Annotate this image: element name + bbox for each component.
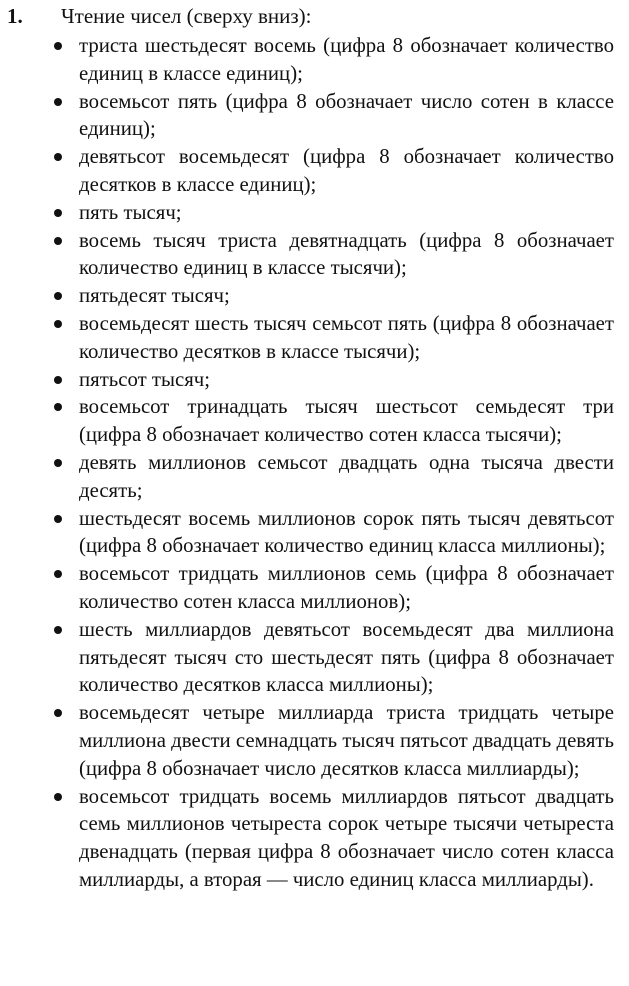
list-item (0, 783, 629, 894)
answer-list (0, 32, 629, 894)
bullet-icon (51, 560, 65, 587)
list-item (0, 227, 629, 283)
list-item (0, 393, 629, 449)
list-item-text: восемьсот пять (цифра 8 обозначает число сотен в классе единиц); (79, 89, 614, 141)
bullet-icon (51, 449, 65, 476)
list-item-text: пятьдесят тысяч; (79, 284, 230, 308)
list-item (0, 366, 629, 394)
list-item-text: пять тысяч; (79, 200, 182, 224)
bullet-icon (51, 227, 65, 254)
list-item (0, 616, 629, 699)
list-item-text: шесть миллиардов девятьсот восемьдесят два миллиона пятьдесят тысяч сто шестьдесят пять (цифра 8 обозначает количество десятков класса миллионы); (79, 617, 614, 697)
bullet-icon (51, 310, 65, 337)
bullet-icon (51, 393, 65, 420)
bullet-icon (51, 143, 65, 170)
list-item (0, 699, 629, 782)
task-title: Чтение чисел (сверху вниз): (61, 4, 312, 28)
list-item-text: восемьдесят четыре миллиарда триста тридцать четыре миллиона двести семнадцать тысяч пятьсот двадцать девять (цифра 8 обозначает число десятков класса миллиарды); (79, 701, 614, 780)
list-item-text: шестьдесят восемь миллионов сорок пять тысяч девятьсот (цифра 8 обозначает количество единиц класса миллионы); (79, 506, 614, 558)
list-item (0, 282, 629, 310)
bullet-icon (51, 199, 65, 226)
bullet-icon (51, 616, 65, 643)
bullet-icon (51, 366, 65, 393)
bullet-icon (51, 88, 65, 115)
list-item (0, 32, 629, 88)
list-item (0, 88, 629, 144)
list-item-text: восемьдесят шесть тысяч семьсот пять (цифра 8 обозначает количество десятков в классе тысячи); (79, 311, 614, 363)
list-item-text: восемьсот тридцать восемь миллиардов пятьсот двадцать семь миллионов четыреста сорок четыре тысячи четыреста двенадцать (первая цифра 8 обозначает число сотен класса миллиарды, а вторая — число единиц класса миллиарды). (79, 784, 614, 891)
list-item (0, 560, 629, 616)
list-item-text: девятьсот восемьдесят (цифра 8 обозначает количество десятков в классе единиц); (79, 145, 614, 196)
list-item-text: триста шестьдесят восемь (цифра 8 обозначает количество единиц в классе единиц); (79, 34, 614, 85)
list-item (0, 143, 629, 199)
list-item (0, 310, 629, 366)
list-item (0, 505, 629, 561)
list-item (0, 199, 629, 227)
list-item-text: восемь тысяч триста девятнадцать (цифра 8 обозначает количество единиц в классе тысячи); (79, 228, 614, 280)
bullet-icon (51, 282, 65, 309)
list-item-text: девять миллионов семьсот двадцать одна тысяча двести десять; (79, 450, 614, 502)
list-item-text: восемьсот тринадцать тысяч шестьсот семьдесят три (цифра 8 обозначает количество сотен класса тысячи); (79, 395, 614, 447)
bullet-icon (51, 699, 65, 726)
task-header (7, 3, 312, 29)
list-item-text: восемьсот тридцать миллионов семь (цифра 8 обозначает количество сотен класса миллионов); (79, 562, 614, 613)
list-item (0, 449, 629, 505)
list-item-text: пятьсот тысяч; (79, 367, 211, 391)
bullet-icon (51, 505, 65, 532)
bullet-icon (51, 32, 65, 59)
bullet-icon (51, 783, 65, 810)
task-number: 1. (7, 4, 23, 28)
